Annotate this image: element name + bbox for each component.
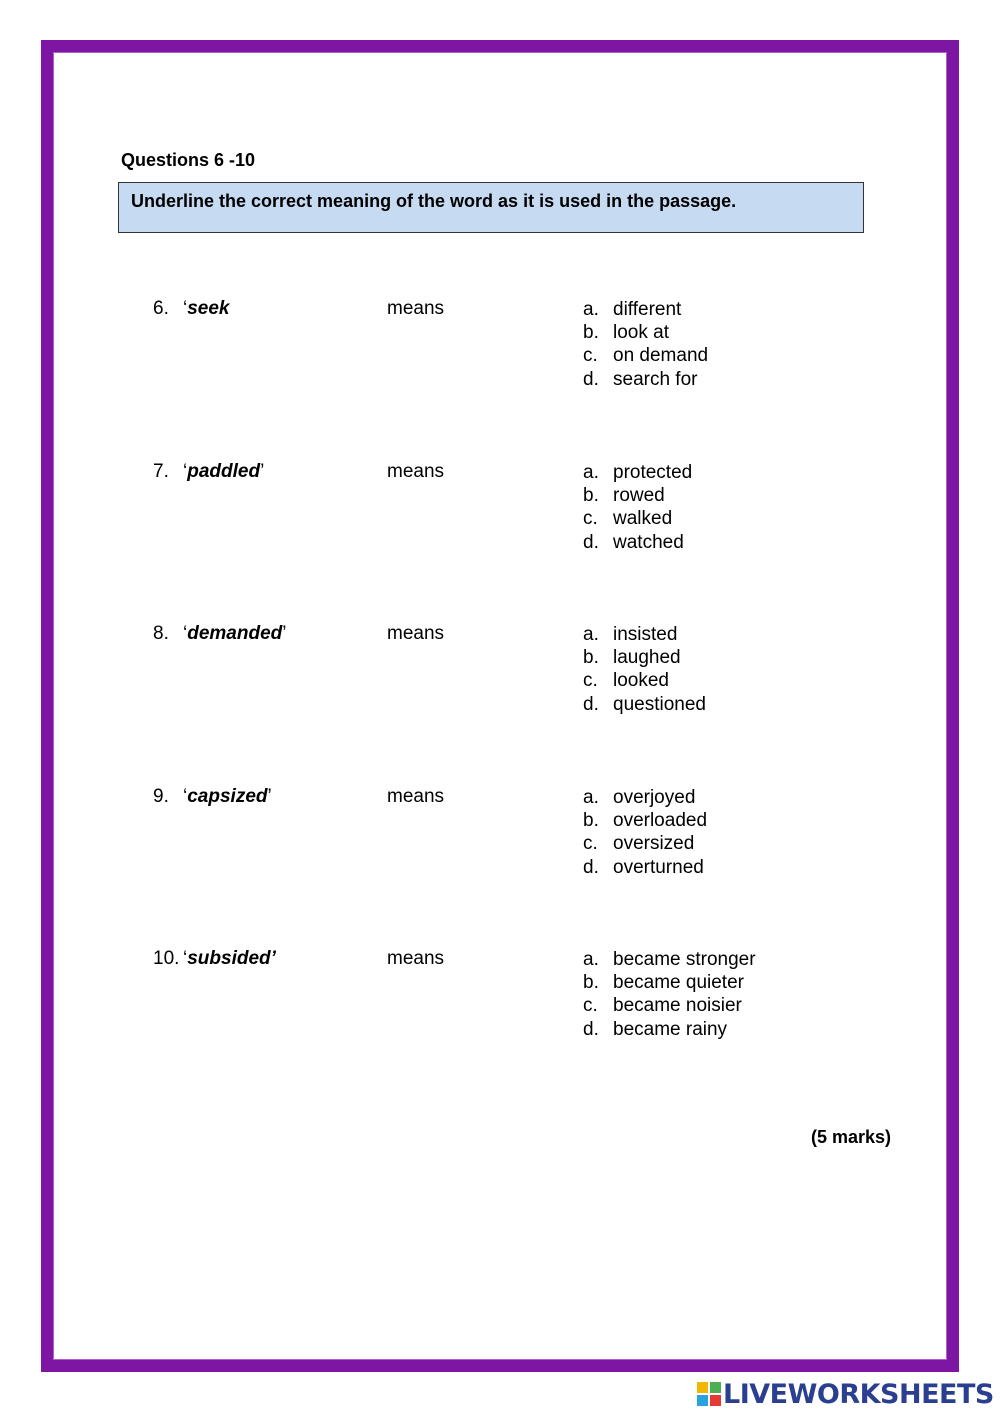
instruction-box [118,182,864,233]
target-word: paddled [187,461,261,482]
open-quote: ‘ [183,461,188,482]
close-quote: ’ [270,948,276,969]
target-word: subsided [187,948,271,969]
option-b[interactable] [583,321,708,344]
liveworksheets-logo-icon [697,1382,721,1406]
option-a[interactable] [583,786,707,809]
option-text[interactable]: watched [613,531,684,553]
option-c[interactable] [583,832,707,855]
option-text[interactable]: insisted [613,624,678,645]
option-letter: c. [583,508,598,530]
option-c[interactable] [583,507,692,530]
target-word: demanded [187,623,283,644]
option-text[interactable]: became quieter [613,972,744,994]
means-label: means [387,623,445,644]
question-7 [0,461,1000,561]
question-number: 7. [153,461,169,482]
option-letter: c. [583,995,598,1017]
option-text[interactable]: became stronger [613,949,756,970]
question-number: 8. [153,623,169,644]
option-c[interactable] [583,994,756,1017]
option-c[interactable] [583,344,708,367]
option-a[interactable] [583,948,756,971]
marks-label: (5 marks) [810,1127,891,1147]
option-text[interactable]: different [613,299,682,320]
option-letter: a. [583,624,599,645]
option-letter: a. [583,299,599,320]
question-word [183,786,272,808]
question-6 [0,298,1000,398]
option-b[interactable] [583,971,756,994]
target-word: capsized [187,786,268,807]
option-d[interactable] [583,531,692,554]
answer-options [583,623,706,716]
option-text[interactable]: protected [613,462,693,483]
option-text[interactable]: became noisier [613,995,742,1017]
option-d[interactable] [583,856,707,879]
option-b[interactable] [583,809,707,832]
option-letter: d. [583,1018,599,1040]
question-number: 9. [153,786,169,807]
answer-options [583,948,756,1041]
option-letter: b. [583,810,599,832]
option-text[interactable]: looked [613,670,669,692]
option-a[interactable] [583,461,692,484]
option-d[interactable] [583,693,706,716]
option-text[interactable]: overloaded [613,810,708,832]
section-heading: Questions 6 -10 [121,150,256,170]
question-number: 10. [153,948,180,969]
question-word [183,623,287,645]
option-letter: c. [583,345,598,367]
option-letter: a. [583,787,599,808]
means-label: means [387,786,445,807]
option-letter: a. [583,949,599,970]
close-quote: ’ [282,623,287,644]
option-text[interactable]: overjoyed [613,787,696,808]
answer-options [583,298,708,391]
option-letter: b. [583,972,599,994]
option-a[interactable] [583,623,706,646]
option-text[interactable]: questioned [613,693,706,715]
option-text[interactable]: overturned [613,856,704,878]
open-quote: ‘ [183,298,188,319]
option-letter: c. [583,833,598,855]
option-letter: b. [583,322,599,344]
option-text[interactable]: laughed [613,647,681,669]
logo-text: LIVEWORKSHEETS [723,1378,994,1410]
option-letter: b. [583,485,599,507]
option-text[interactable]: became rainy [613,1018,728,1040]
option-letter: c. [583,670,598,692]
option-text[interactable]: search for [613,368,698,390]
option-letter: d. [583,368,599,390]
question-number: 6. [153,298,169,319]
answer-options [583,786,707,879]
option-letter: a. [583,462,599,483]
option-letter: b. [583,647,599,669]
question-word [183,461,264,483]
option-a[interactable] [583,298,708,321]
option-b[interactable] [583,484,692,507]
means-label: means [387,298,445,319]
option-text[interactable]: walked [613,508,673,530]
answer-options [583,461,692,554]
close-quote: ’ [267,786,272,807]
means-label: means [387,461,445,482]
option-letter: d. [583,856,599,878]
question-10 [0,948,1000,1048]
option-text[interactable]: on demand [613,345,709,367]
open-quote: ‘ [183,786,188,807]
question-8 [0,623,1000,723]
option-d[interactable] [583,1018,756,1041]
question-word [183,298,230,320]
option-b[interactable] [583,646,706,669]
instruction-text: Underline the correct meaning of the word as it is used in the passage. [131,191,737,211]
option-letter: d. [583,531,599,553]
question-word [183,948,276,970]
option-text[interactable]: rowed [613,485,665,507]
means-label: means [387,948,445,969]
open-quote: ‘ [183,623,188,644]
option-text[interactable]: oversized [613,833,695,855]
target-word: seek [187,298,230,319]
question-9 [0,786,1000,886]
option-d[interactable] [583,368,708,391]
liveworksheets-logo[interactable] [697,1378,994,1410]
option-text[interactable]: look at [613,322,669,344]
open-quote: ‘ [183,948,188,969]
close-quote: ’ [260,461,265,482]
option-letter: d. [583,693,599,715]
option-c[interactable] [583,669,706,692]
